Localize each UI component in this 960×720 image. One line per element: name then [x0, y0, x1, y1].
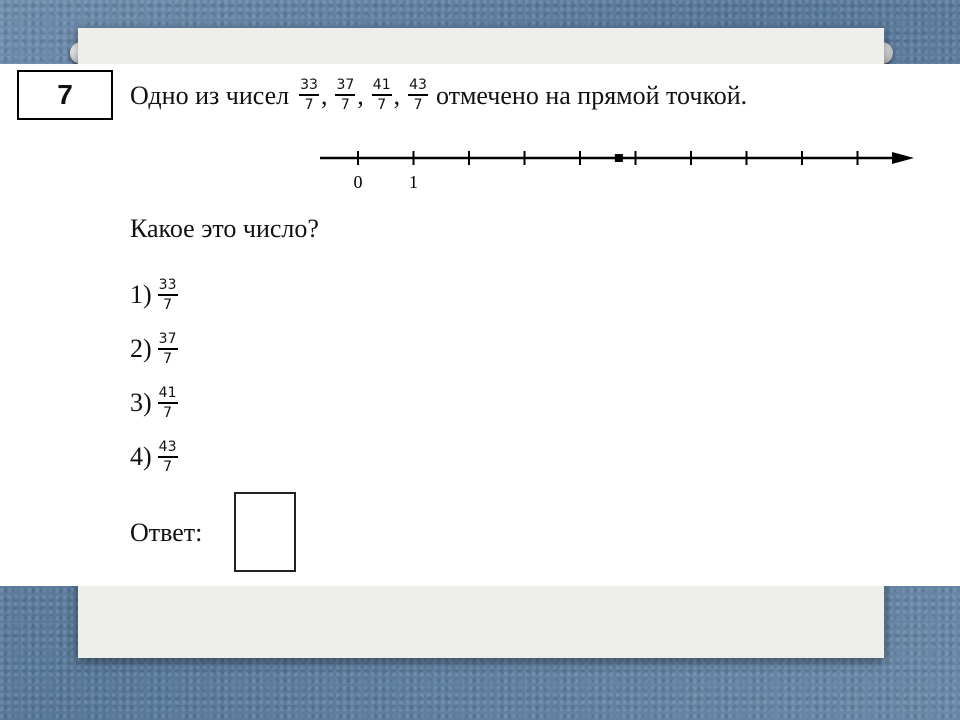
fraction-numerator: 41 — [158, 386, 178, 404]
option-fraction — [158, 386, 178, 421]
option-4[interactable] — [130, 430, 180, 484]
separator: , — [357, 80, 364, 110]
separator: , — [393, 80, 401, 110]
fraction-1 — [299, 78, 319, 113]
task-number: 7 — [57, 79, 73, 110]
option-label: 2) — [130, 334, 152, 363]
fraction-denominator: 7 — [304, 97, 314, 113]
option-label: 3) — [130, 388, 152, 417]
option-1[interactable] — [130, 268, 180, 322]
answer-label: Ответ: — [130, 518, 203, 547]
task-statement — [130, 78, 747, 113]
marked-point — [615, 154, 623, 162]
fraction-numerator: 37 — [335, 78, 355, 96]
statement-suffix: отмечено на прямой точкой. — [435, 80, 748, 110]
number-line-arrow-icon — [892, 152, 914, 164]
fraction-2 — [335, 78, 355, 113]
fraction-3 — [372, 78, 392, 113]
fraction-numerator: 43 — [158, 440, 178, 458]
number-line-tick-label: 1 — [409, 172, 418, 192]
option-3[interactable] — [130, 376, 180, 430]
option-2[interactable] — [130, 322, 180, 376]
fraction-numerator: 37 — [158, 332, 178, 350]
task-number-box — [17, 70, 113, 120]
options-list — [130, 268, 180, 484]
fraction-denominator: 7 — [163, 296, 173, 313]
number-line-tick-label: 0 — [353, 172, 363, 192]
fraction-denominator: 7 — [377, 97, 387, 113]
fraction-denominator: 7 — [340, 97, 350, 113]
fraction-denominator: 7 — [163, 458, 173, 475]
option-fraction — [158, 440, 178, 475]
fraction-numerator: 33 — [158, 278, 178, 296]
number-line — [318, 144, 918, 194]
answer-input-box[interactable] — [234, 492, 296, 572]
task-sheet — [0, 64, 960, 586]
fraction-numerator: 33 — [299, 78, 319, 96]
fraction-denominator: 7 — [163, 404, 173, 421]
option-fraction — [158, 332, 178, 367]
option-label: 1) — [130, 280, 152, 309]
option-label: 4) — [130, 442, 152, 471]
question-text: Какое это число? — [130, 214, 319, 243]
fraction-numerator: 43 — [408, 78, 428, 96]
fraction-denominator: 7 — [163, 350, 173, 367]
statement-prefix: Одно из чисел — [130, 80, 290, 110]
fraction-numerator: 41 — [372, 78, 392, 96]
fraction-4 — [408, 78, 428, 113]
separator: , — [320, 80, 328, 110]
option-fraction — [158, 278, 178, 313]
fraction-denominator: 7 — [413, 97, 423, 113]
